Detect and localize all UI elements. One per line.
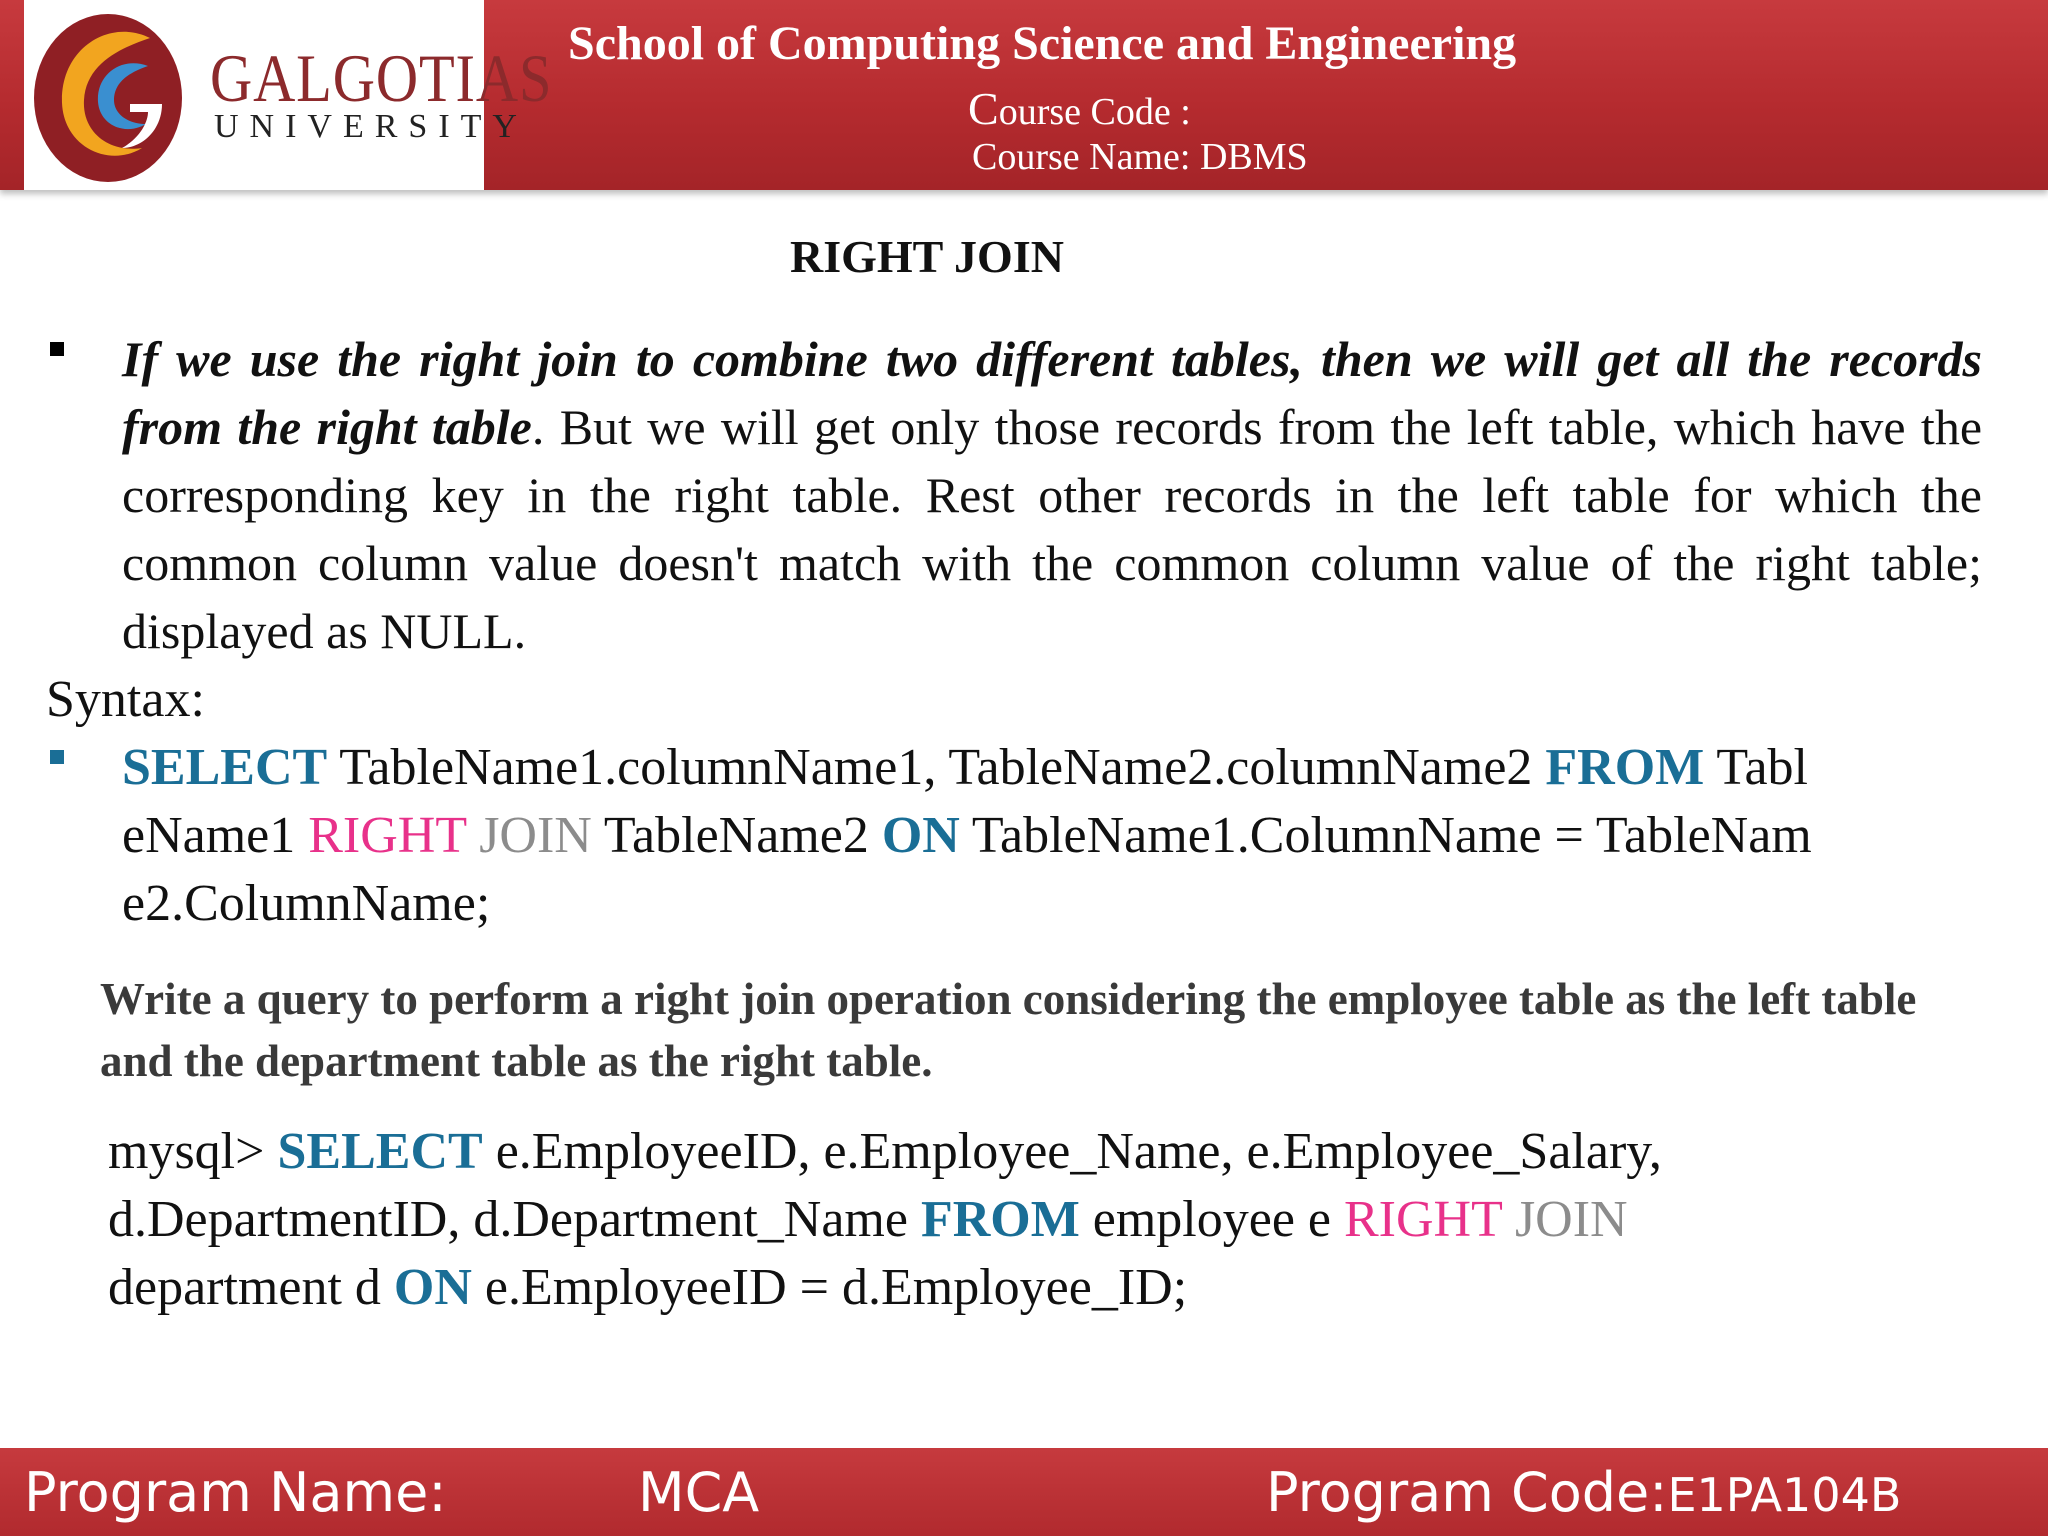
query-line-3: [108, 1254, 1968, 1322]
keyword-select: SELECT: [122, 739, 328, 796]
syntax-line-2: [122, 802, 2002, 870]
query-text: d.DepartmentID, d.Department_Name: [108, 1191, 921, 1248]
mysql-prompt: mysql>: [108, 1123, 278, 1180]
bullet-square-icon: [50, 342, 64, 356]
query-text: employee e: [1079, 1191, 1344, 1248]
keyword-on: ON: [881, 807, 960, 864]
keyword-select: SELECT: [277, 1123, 483, 1180]
syntax-line-3: e2.ColumnName;: [122, 875, 491, 932]
query-text: e.EmployeeID = d.Employee_ID;: [471, 1259, 1188, 1316]
keyword-right: RIGHT: [308, 807, 467, 864]
syntax-line-1: [122, 734, 2002, 802]
slide-header: [0, 0, 2048, 190]
logo-name: GALGOTIAS: [210, 40, 553, 116]
keyword-join: JOIN: [1501, 1191, 1628, 1248]
keyword-from: FROM: [920, 1191, 1080, 1248]
syntax-label: Syntax:: [46, 671, 205, 728]
slide-footer: [0, 1448, 2048, 1536]
course-code-initial: C: [968, 83, 999, 134]
slide-title: RIGHT JOIN: [790, 231, 1064, 282]
keyword-join: JOIN: [466, 807, 592, 864]
university-logo: [24, 0, 553, 190]
syntax-text: TableName2: [591, 807, 882, 864]
exercise-question: Write a query to perform a right join operation considering the employee table as the left table and the department table as the right table.: [100, 974, 1917, 1086]
program-name-value: MCA: [638, 1461, 760, 1524]
keyword-right: RIGHT: [1344, 1191, 1502, 1248]
query-text: e.EmployeeID, e.Employee_Name, e.Employee_Salary,: [482, 1123, 1662, 1180]
course-code: [968, 83, 1191, 134]
syntax-text: eName1: [122, 807, 309, 864]
school-name: School of Computing Science and Engineering: [568, 17, 1517, 70]
definition-emphasis: If we use the right join to combine two different tables, then we will get all the records from the right table: [122, 331, 1982, 455]
query-line-2: [108, 1186, 1968, 1254]
logo-subtitle: UNIVERSITY: [214, 108, 528, 145]
syntax-text: Tabl: [1704, 739, 1808, 796]
program-code-value: E1PA104B: [1667, 1468, 1902, 1522]
course-name: Course Name: DBMS: [972, 136, 1308, 178]
query-code: [108, 1118, 1968, 1322]
syntax-code: [122, 734, 2002, 938]
definition-paragraph: [122, 325, 1982, 665]
keyword-from: FROM: [1545, 739, 1705, 796]
program-code-label: Program Code:: [1266, 1461, 1668, 1524]
query-line-1: [108, 1118, 1968, 1186]
syntax-text: TableName1.columnName1, TableName2.columnName2: [327, 739, 1546, 796]
program-code: [1266, 1461, 1902, 1524]
keyword-on: ON: [393, 1259, 472, 1316]
definition-rest: . But we will get only those records from the left table, which have the corresponding key in the right table. Rest other records in the left table for which the common column value doesn't match with the common column value of the right table; displayed as NULL.: [122, 399, 1983, 659]
syntax-text: TableName1.ColumnName = TableNam: [959, 807, 1812, 864]
query-text: department d: [108, 1259, 394, 1316]
course-code-text: ourse Code :: [998, 91, 1191, 133]
bullet-square-icon: [50, 750, 64, 764]
program-name-label: Program Name:: [24, 1461, 447, 1524]
galgotias-logo-icon: [30, 8, 186, 184]
